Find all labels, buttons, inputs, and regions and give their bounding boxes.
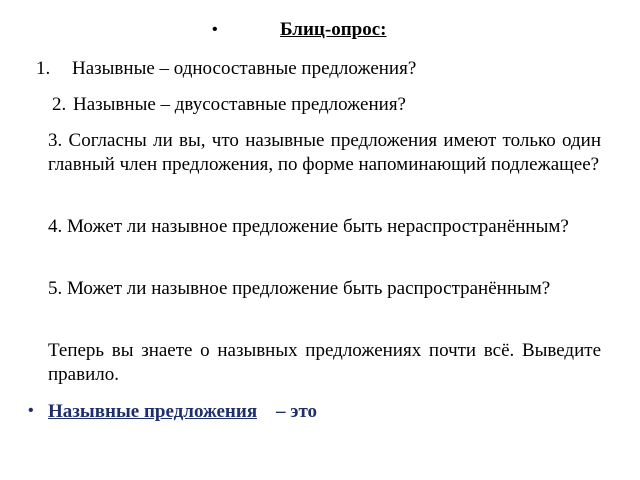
question-5: 5. Может ли назывное предложение быть распространённым?	[48, 278, 551, 299]
closing-paragraph: Теперь вы знаете о назывных предложениях почти всё. Выведите правило.	[48, 340, 601, 385]
bullet-icon: •	[212, 21, 218, 38]
question-text: Назывные – двусоставные предложения?	[73, 94, 406, 115]
question-3: 3. Согласны ли вы, что назывные предложения имеют только один главный член предложения, по форме напоминающий подлежащее?	[48, 130, 601, 175]
question-number: 1.	[36, 58, 51, 79]
definition-tail: – это	[276, 401, 318, 422]
definition-term: Назывные предложения	[48, 401, 258, 422]
question-number: 2.	[52, 94, 67, 115]
question-2	[0, 93, 640, 119]
slide-title: Блиц-опрос:	[280, 19, 387, 40]
question-4: 4. Может ли назывное предложение быть нераспространённым?	[48, 216, 569, 237]
definition-line	[0, 400, 640, 426]
title-line	[0, 18, 640, 44]
question-1	[0, 57, 640, 83]
bullet-icon: •	[28, 402, 34, 419]
question-text: Назывные – односоставные предложения?	[72, 58, 417, 79]
